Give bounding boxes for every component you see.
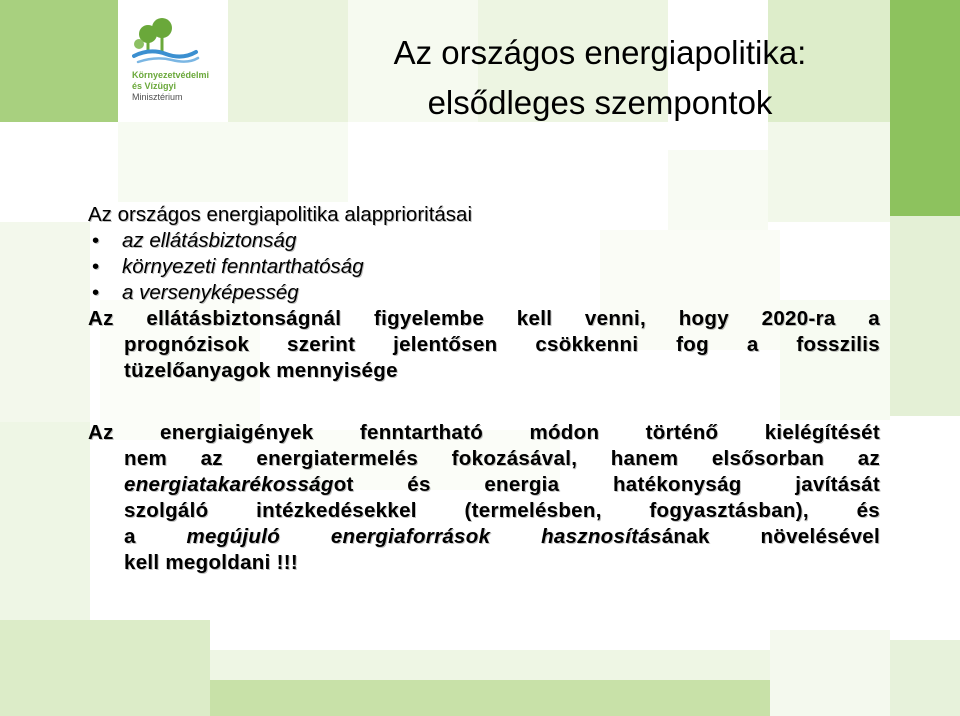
energy-demand-paragraph <box>88 420 880 576</box>
paragraph-text: Az energiaigények fenntartható módon történő kielégítését <box>88 421 880 444</box>
logo-line-2: és Vízügyi <box>132 81 177 91</box>
bullet-text: az ellátásbiztonság <box>122 229 297 252</box>
paragraph-line: tüzelőanyagok mennyisége <box>124 359 398 382</box>
paragraph-italic-text: energiatakarékosság <box>124 473 334 496</box>
bullet-item <box>88 280 880 306</box>
paragraph-line: nem az energiatermelés fokozásával, hanem elsősorban az <box>124 447 880 470</box>
ministry-logo-icon <box>132 14 210 70</box>
bullet-dot-icon: • <box>92 229 100 252</box>
paragraph-spacer <box>88 384 880 420</box>
paragraph-text: a <box>124 525 187 548</box>
bullet-text: a versenyképesség <box>122 281 299 304</box>
paragraph-line: szolgáló intézkedésekkel (termelésben, fogyasztásban), és <box>124 499 880 522</box>
paragraph-line: Az ellátásbiztonságnál figyelembe kell venni, hogy 2020-ra a <box>88 307 880 330</box>
ministry-logo <box>118 0 228 118</box>
logo-line-1: Környezetvédelmi <box>132 70 210 80</box>
paragraph-line <box>88 420 880 446</box>
slide-title <box>290 28 910 128</box>
paragraph-text: ának növelésével <box>661 525 881 548</box>
paragraph-text: ot és energia hatékonyság javítását <box>333 473 880 496</box>
paragraph-line: prognózisok szerint jelentősen csökkenni fog a fosszilis <box>124 333 880 356</box>
priorities-heading: Az országos energiapolitika alapprioritásai <box>88 203 473 226</box>
paragraph-line: kell megoldani !!! <box>124 551 298 574</box>
supply-security-paragraph <box>88 306 880 384</box>
logo-line-3: Minisztérium <box>132 92 183 102</box>
slide-title-line-2: elsődleges szempontok <box>427 84 773 121</box>
bullet-text: környezeti fenntarthatóság <box>122 255 364 278</box>
paragraph-italic-text: megújuló energiaforrások hasznosítás <box>186 525 662 548</box>
bullet-item <box>88 228 880 254</box>
bullet-dot-icon: • <box>92 281 100 304</box>
slide-body <box>88 202 880 576</box>
bullet-dot-icon: • <box>92 255 100 278</box>
bullet-item <box>88 254 880 280</box>
paragraph-line <box>88 524 880 550</box>
paragraph-line <box>88 472 880 498</box>
slide-title-line-1: Az országos energiapolitika: <box>393 34 807 71</box>
